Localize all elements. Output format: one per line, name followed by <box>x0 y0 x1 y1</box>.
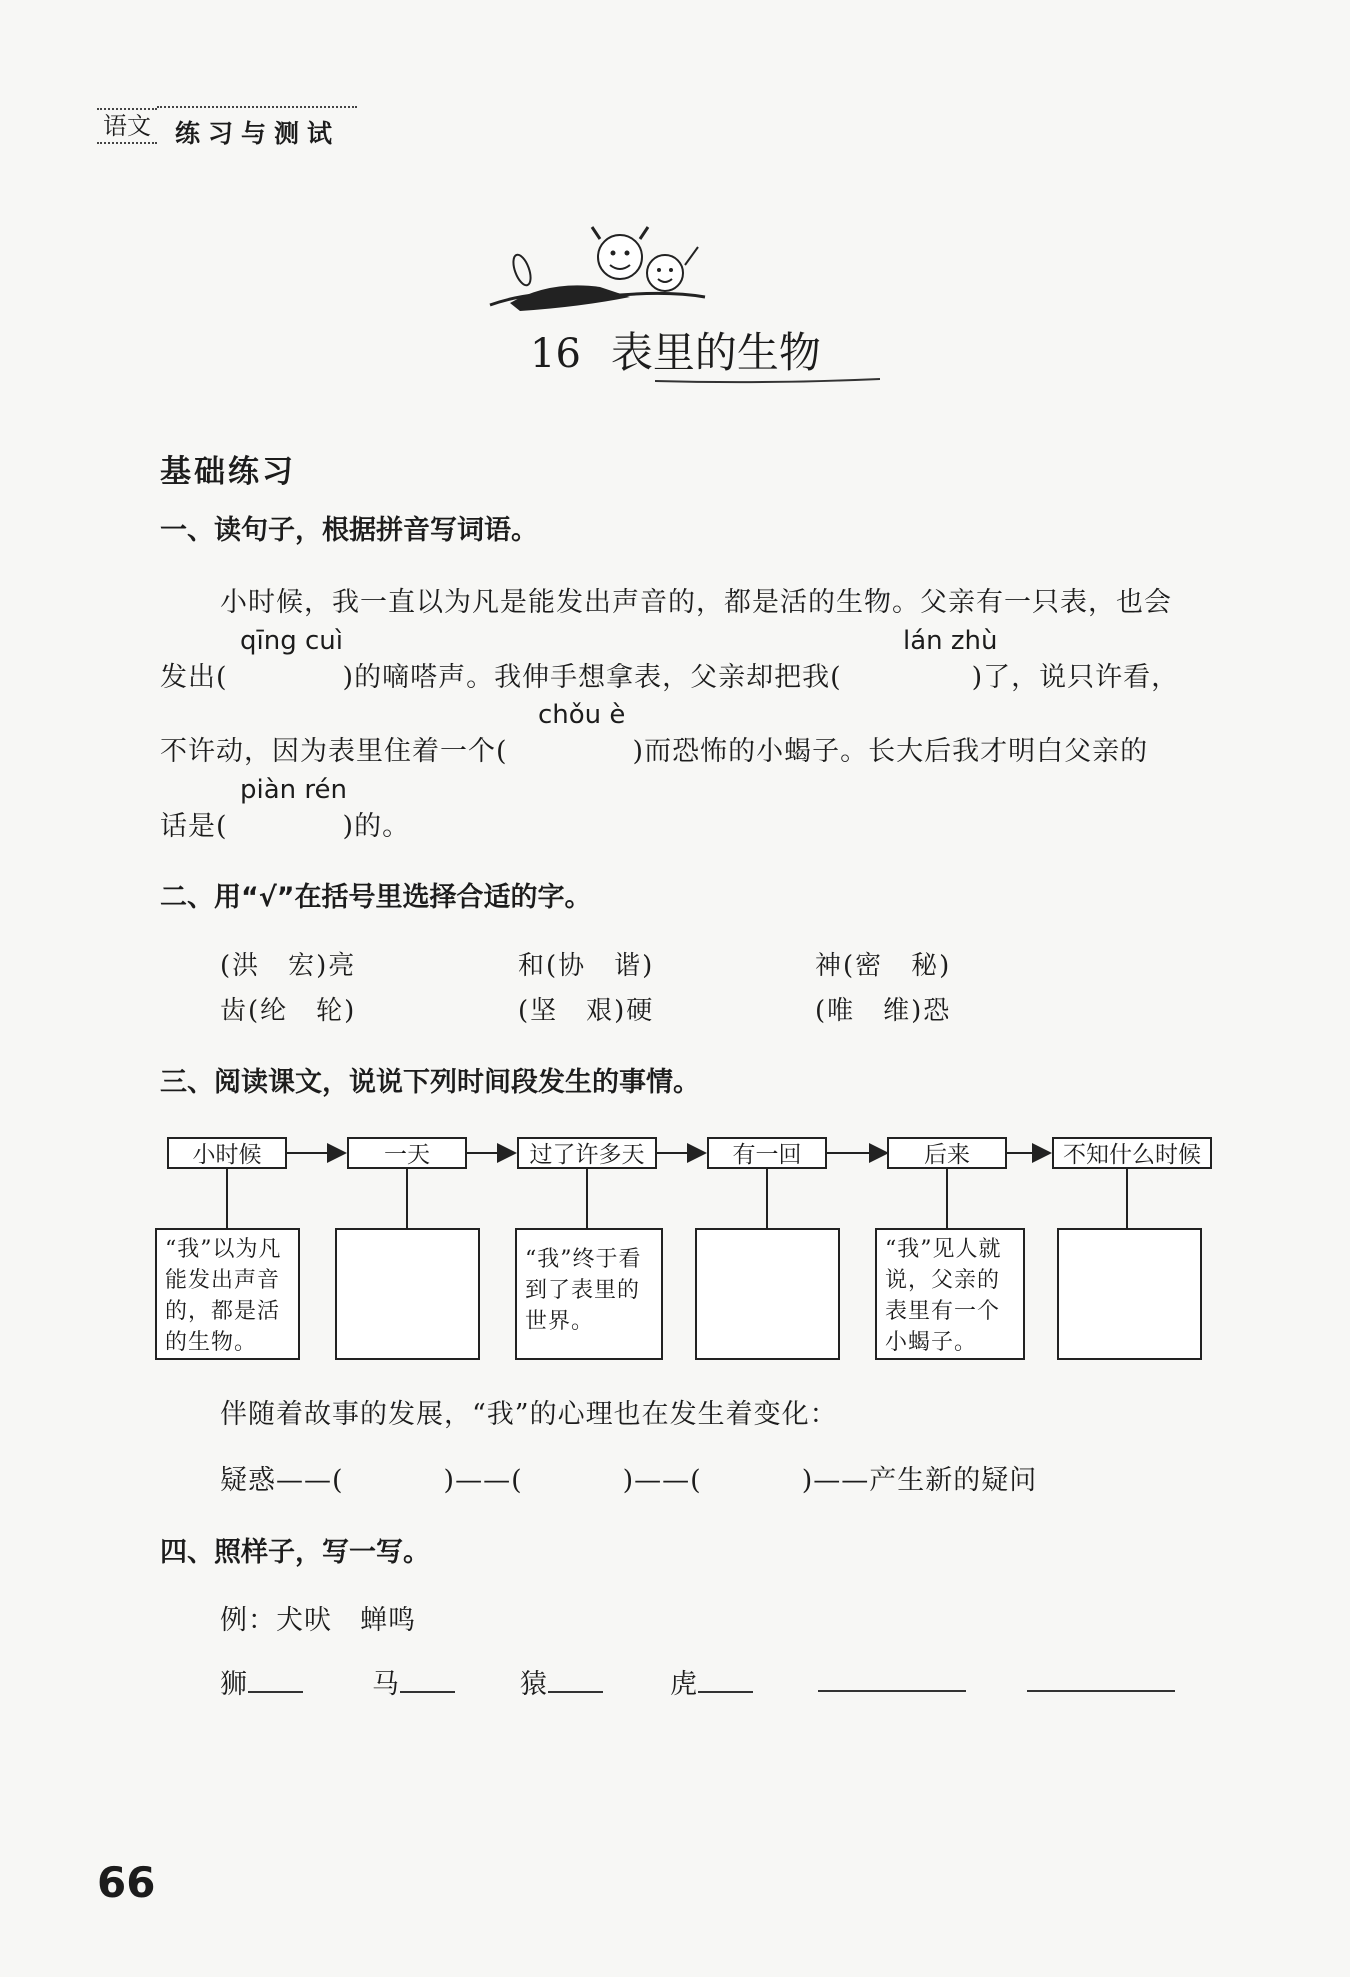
q1-line3: 不许动，因为表里住着一个( )而恐怖的小蝎子。长大后我才明白父亲的 <box>160 736 1149 767</box>
q4-blank[interactable] <box>698 1665 753 1693</box>
q2-title: 二、用“√”在括号里选择合适的字。 <box>160 882 592 913</box>
pinyin-4: piàn rén <box>240 775 347 805</box>
q4-free-blank[interactable] <box>1027 1690 1175 1692</box>
choice-item[interactable]: (唯 维)恐 <box>815 996 952 1026</box>
q1-line4: 话是( )的。 <box>160 811 411 842</box>
q4-title: 四、照样子，写一写。 <box>160 1537 430 1568</box>
choice-item[interactable]: 神(密 秘) <box>815 951 952 981</box>
event-box-empty[interactable] <box>695 1228 840 1360</box>
q4-item: 马 <box>372 1662 455 1701</box>
event-box: “我”终于看到了表里的世界。 <box>515 1228 663 1360</box>
page-number: 66 <box>97 1858 156 1907</box>
header-divider <box>157 106 357 108</box>
q4-blank[interactable] <box>400 1665 455 1693</box>
lesson-name: 表里的生物 <box>610 328 821 377</box>
q4-example: 例：犬吠 蝉鸣 <box>220 1605 416 1636</box>
timeline-label: 小时候 <box>167 1137 287 1169</box>
event-box-empty[interactable] <box>335 1228 480 1360</box>
pinyin-2: lán zhù <box>903 626 998 656</box>
section-title: 基础练习 <box>160 454 296 490</box>
timeline-label: 过了许多天 <box>517 1137 657 1169</box>
pinyin-1: qīng cuì <box>240 626 343 656</box>
timeline-label: 一天 <box>347 1137 467 1169</box>
timeline-label: 不知什么时候 <box>1052 1137 1212 1169</box>
q1-line2: 发出( )的嘀嗒声。我伸手想拿表，父亲却把我( )了，说只许看， <box>160 662 1180 693</box>
lesson-number: 16 <box>530 331 581 377</box>
choice-item[interactable]: 齿(纶 轮) <box>220 996 357 1026</box>
title-underline <box>655 378 880 384</box>
q4-item: 虎 <box>670 1662 753 1701</box>
psych-intro: 伴随着故事的发展，“我”的心理也在发生着变化： <box>220 1399 838 1430</box>
lesson-title <box>530 320 821 380</box>
kids-illustration-icon <box>480 225 720 325</box>
timeline-label: 后来 <box>887 1137 1007 1169</box>
choice-item[interactable]: (洪 宏)亮 <box>220 951 357 981</box>
q4-item: 狮 <box>220 1662 303 1701</box>
q3-title: 三、阅读课文，说说下列时间段发生的事情。 <box>160 1067 700 1098</box>
timeline-label: 有一回 <box>707 1137 827 1169</box>
q4-blank[interactable] <box>248 1665 303 1693</box>
event-box-empty[interactable] <box>1057 1228 1202 1360</box>
q4-free-blank[interactable] <box>818 1690 966 1692</box>
subject-tag: 语文 <box>97 108 157 144</box>
book-title: 练习与测试 <box>175 119 341 148</box>
pinyin-3: chǒu è <box>538 700 626 730</box>
choice-item[interactable]: 和(协 谐) <box>518 951 655 981</box>
event-box: “我”见人就说，父亲的表里有一个小蝎子。 <box>875 1228 1025 1360</box>
event-box: “我”以为凡能发出声音的，都是活的生物。 <box>155 1228 300 1360</box>
q1-title: 一、读句子，根据拼音写词语。 <box>160 515 538 546</box>
choice-item[interactable]: (坚 艰)硬 <box>518 996 655 1026</box>
q4-item: 猿 <box>520 1662 603 1701</box>
q1-line1: 小时候，我一直以为凡是能发出声音的，都是活的生物。父亲有一只表，也会 <box>220 587 1172 618</box>
psych-chain: 疑惑——( )——( )——( )——产生新的疑问 <box>220 1465 1038 1496</box>
q4-blank[interactable] <box>548 1665 603 1693</box>
